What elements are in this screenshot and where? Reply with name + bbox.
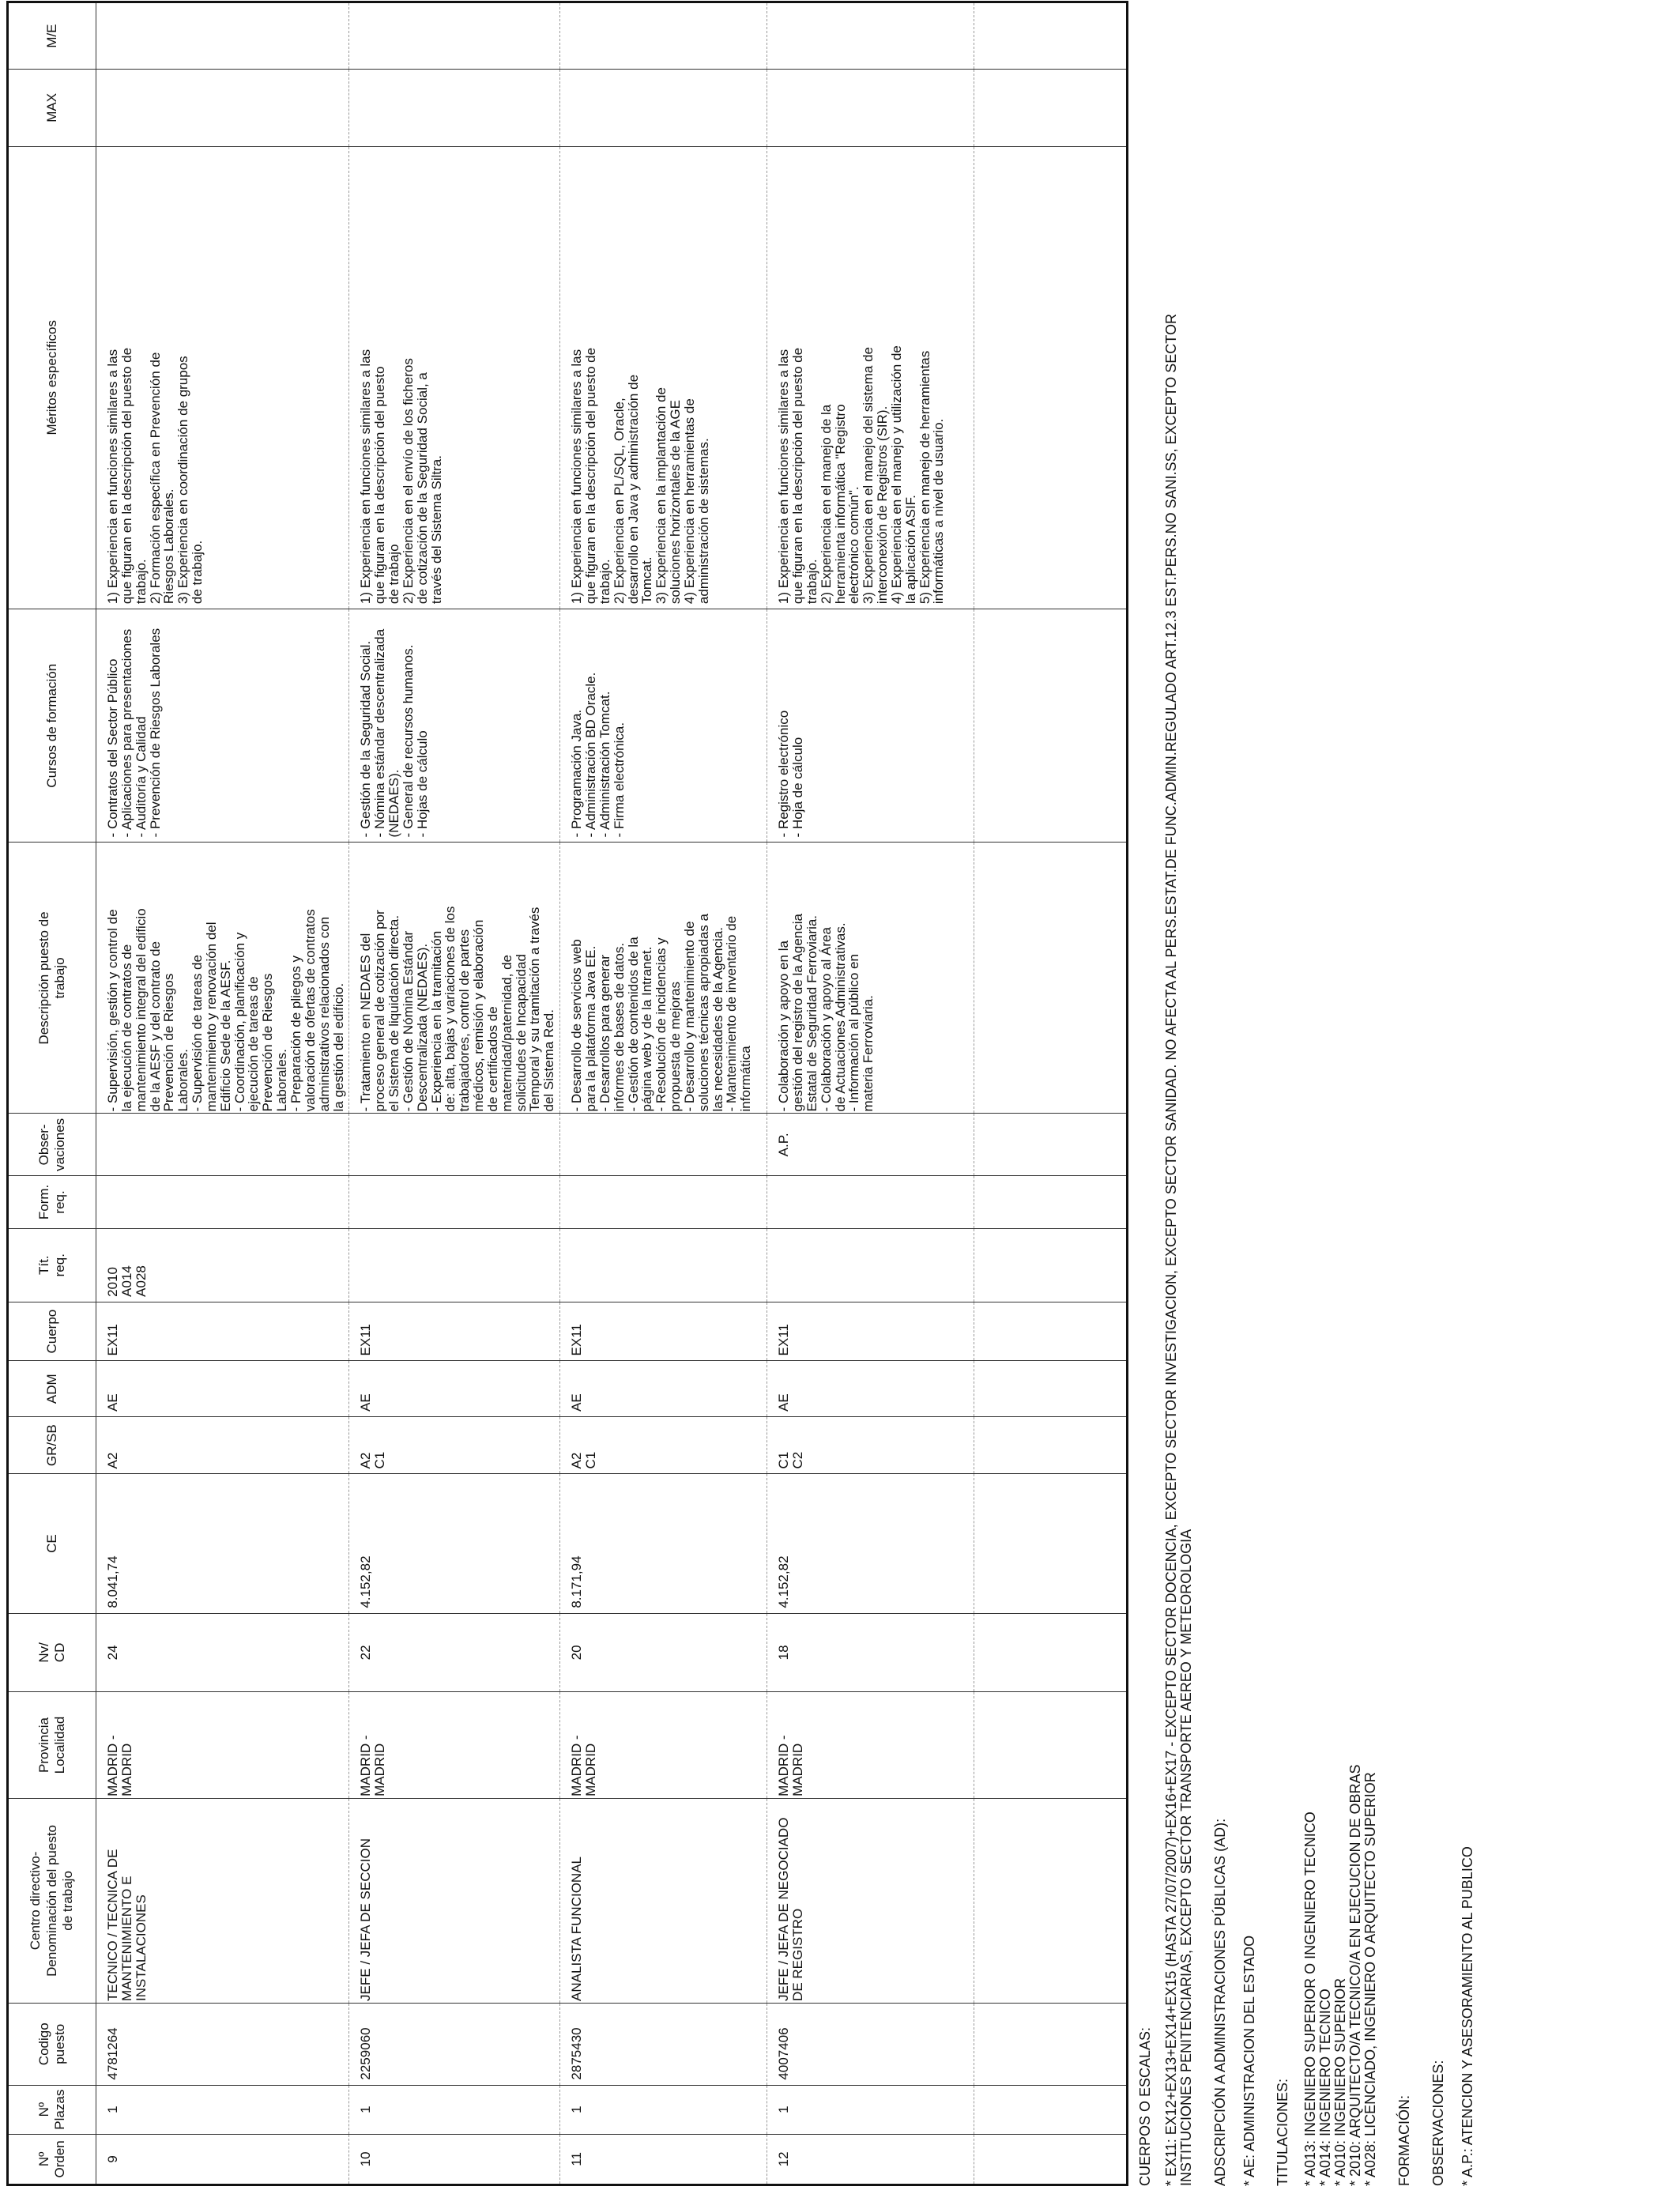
observaciones-title: OBSERVACIONES:	[1430, 2060, 1446, 2186]
cell-form	[560, 1176, 767, 1228]
cell-desc: - Tratamiento en NEDAES del proceso general de cotización por el Sistema de liquidación directa. - Gestión de Nómina Estándar Descentralizada (NEDAES). - Experiencia en la tramitación de: alta, bajas y variaciones de los trabajadores, control de partes médicos, remisión y elaboración de certificados de maternidad/paternidad, de solicitudes de Incapacidad Temporal y su tramitación a través del Sistema Red.	[349, 843, 560, 1114]
cuerpos-title: CUERPOS O ESCALAS:	[1137, 2026, 1153, 2186]
cell-cuerpo: EX11	[96, 1302, 349, 1361]
cell-meritos: 1) Experiencia en funciones similares a las que figuran en la descripción del puesto de trabajo. 2) Experiencia en el manejo de la herramienta informática "Registro electrónico común". 3) Experiencia en el manejo del sistema de interconexión de Registros (SIR). 4) Experiencia en el manejo y utilización de la aplicación ASIF. 5) Experiencia en manejo de herramientas informáticas a nivel de usuario.	[767, 146, 974, 609]
cell-plazas: 1	[96, 2085, 349, 2134]
cell-desc: - Supervisión, gestión y control de la ejecución de contratos de mantenimiento integral del edificio de la AESF y del contrato de Prevención de Riesgos Laborales. - Supervisión de tareas de mantenimiento y renovación del Edificio Sede de la AESF. - Coordinación, planificación y ejecución de tareas de Prevención de Riesgos Laborales. - Preparación de pliegos y valoración de ofertas de contratos administrativos relacionados con la gestión del edificio.	[96, 843, 349, 1114]
cuerpos-text: * EX11: EX12+EX13+EX14+EX15 (HASTA 27/07/2007)+EX16+EX17 - EXCEPTO SECTOR DOCENCIA, EXCEPTO SECTOR INVESTIGACION, EXCEPTO SECTOR SANIDAD. NO AFECTA AL PERS.ESTAT.DE FUNC.ADMIN.REGULADO ART.12.3 EST.PERS.NO SANI.SS, EXCEPTO SECTOR INSTITUCIONES PENITENCIARIAS, EXCEPTO SECTOR TRANSPORTE AEREO Y METEOROLOGIA	[1162, 314, 1194, 2186]
cell-adm: AE	[560, 1361, 767, 1416]
header-desc: Descripción puesto de trabajo	[8, 843, 96, 1114]
observaciones-block	[1431, 52, 1475, 2186]
cuerpos-block	[1138, 52, 1194, 2186]
header-meritos: Méritos específicos	[8, 146, 96, 609]
formacion-block	[1397, 52, 1412, 2186]
cell-tit: 2010 A014 A028	[96, 1228, 349, 1302]
cell-ce: 4.152,82	[349, 1474, 560, 1613]
cell-me	[96, 2, 349, 70]
cell-cuerpo: EX11	[560, 1302, 767, 1361]
cell-obs	[560, 1114, 767, 1176]
cell-orden: 9	[96, 2134, 349, 2185]
cell-codigo: 4007406	[767, 2003, 974, 2085]
titulaciones-text: * A013: INGENIERO SUPERIOR O INGENIERO TECNICO * A014: INGENIERO TECNICO * A010: INGENIERO SUPERIOR * 2010: ARQUITECTO/A TECNICO/A EN EJECUCION DE OBRAS * A028: LICENCIADO, INGENIERO O ARQUITECTO SUPERIOR	[1302, 1764, 1378, 2186]
titulaciones-block	[1275, 52, 1377, 2186]
adscripcion-block	[1213, 52, 1257, 2186]
cell-nivel: 24	[96, 1613, 349, 1691]
cell-plazas: 1	[349, 2085, 560, 2134]
empty-row	[974, 2, 1128, 2185]
cell-adm: AE	[349, 1361, 560, 1416]
header-nivel: Nv/ CD	[8, 1613, 96, 1691]
cell-me	[349, 2, 560, 70]
cell-cursos: - Gestión de la Seguridad Social. - Nómina estándar descentralizada (NEDAES). - General de recursos humanos. - Hojas de cálculo	[349, 609, 560, 843]
cell-provincia: MADRID - MADRID	[349, 1692, 560, 1799]
cell-form	[767, 1176, 974, 1228]
cell-provincia: MADRID - MADRID	[96, 1692, 349, 1799]
cell-me	[767, 2, 974, 70]
cell-cuerpo: EX11	[349, 1302, 560, 1361]
cell-adm: AE	[96, 1361, 349, 1416]
cell-cursos: - Contratos del Sector Público - Aplicaciones para presentaciones - Auditoría y Calidad - Prevención de Riesgos Laborales	[96, 609, 349, 843]
cell-meritos: 1) Experiencia en funciones similares a las que figuran en la descripción del puesto de trabajo. 2) Formación específica en Prevención de Riesgos Laborales. 3) Experiencia en coordinación de grupos de trabajo.	[96, 146, 349, 609]
cell-max	[349, 70, 560, 146]
cell-provincia: MADRID - MADRID	[560, 1692, 767, 1799]
header-form: Form. req.	[8, 1176, 96, 1228]
cell-desc: - Colaboración y apoyo en la gestión del registro de la Agencia Estatal de Seguridad Ferroviaria. - Colaboración y apoyo al Área de Actuaciones Administrativas. - Información al público en materia Ferroviaria.	[767, 843, 974, 1114]
header-grsb: GR/SB	[8, 1416, 96, 1474]
cell-ce: 4.152,82	[767, 1474, 974, 1613]
cell-obs: A.P.	[767, 1114, 974, 1176]
header-plazas: Nº Plazas	[8, 2085, 96, 2134]
cell-orden: 11	[560, 2134, 767, 2185]
footnotes	[1138, 52, 1494, 2186]
cell-codigo: 4781264	[96, 2003, 349, 2085]
header-adm: ADM	[8, 1361, 96, 1416]
cell-obs	[96, 1114, 349, 1176]
cell-codigo: 2875430	[560, 2003, 767, 2085]
cell-nivel: 18	[767, 1613, 974, 1691]
header-tit: Tít. req.	[8, 1228, 96, 1302]
header-obs: Obser- vaciones	[8, 1114, 96, 1176]
cell-max	[560, 70, 767, 146]
cell-cuerpo: EX11	[767, 1302, 974, 1361]
cell-tit	[560, 1228, 767, 1302]
cell-provincia: MADRID - MADRID	[767, 1692, 974, 1799]
cell-tit	[349, 1228, 560, 1302]
cell-adm: AE	[767, 1361, 974, 1416]
cell-form	[349, 1176, 560, 1228]
cell-grsb: C1 C2	[767, 1416, 974, 1474]
cell-centro: ANALISTA FUNCIONAL	[560, 1798, 767, 2003]
cell-meritos: 1) Experiencia en funciones similares a las que figuran en la descripción del puesto de trabajo. 2) Experiencia en PL/SQL, Oracle, desarrollo en Java y administración de Tomcat. 3) Experiencia en la implantación de soluciones horizontales de la AGE 4) Experiencia en herramientas de administración de sistemas.	[560, 146, 767, 609]
cell-orden: 12	[767, 2134, 974, 2185]
cell-centro: TECNICO / TECNICA DE MANTENIMIENTO E INSTALACIONES	[96, 1798, 349, 2003]
cell-meritos: 1) Experiencia en funciones similares a las que figuran en la descripción del puesto de trabajo 2) Experiencia en el envío de los ficheros de cotización de la Seguridad Social, a través del Sistema Siltra.	[349, 146, 560, 609]
header-centro: Centro directivo- Denominación del puesto de trabajo	[8, 1798, 96, 2003]
table-row	[560, 2, 767, 2185]
table-row	[767, 2, 974, 2185]
formacion-title: FORMACIÓN:	[1396, 2095, 1412, 2186]
cell-desc: - Desarrollo de servicios web para la plataforma Java EE. - Desarrollos para generar informes de bases de datos. - Gestión de contenidos de la página web y de la Intranet. - Resolución de incidencias y propuesta de mejoras - Desarrollo y mantenimiento de soluciones técnicas apropiadas a las necesidades de la Agencia. - Mantenimiento de inventario de informática	[560, 843, 767, 1114]
cell-plazas: 1	[767, 2085, 974, 2134]
table-row	[96, 2, 349, 2185]
cell-max	[767, 70, 974, 146]
cell-cursos: - Programación Java. - Administración BD Oracle. - Administración Tomcat. - Firma electrónica.	[560, 609, 767, 843]
cell-form	[96, 1176, 349, 1228]
header-row	[8, 2, 96, 2185]
cell-max	[96, 70, 349, 146]
header-ce: CE	[8, 1474, 96, 1613]
cell-ce: 8.041,74	[96, 1474, 349, 1613]
cell-cursos: - Registro electrónico - Hoja de cálculo	[767, 609, 974, 843]
header-me: M/E	[8, 2, 96, 70]
cell-centro: JEFE / JEFA DE NEGOCIADO DE REGISTRO	[767, 1798, 974, 2003]
cell-codigo: 2259060	[349, 2003, 560, 2085]
adscripcion-text: * AE: ADMINISTRACION DEL ESTADO	[1241, 1935, 1257, 2186]
cell-grsb: A2 C1	[349, 1416, 560, 1474]
cell-orden: 10	[349, 2134, 560, 2185]
header-orden: Nº Orden	[8, 2134, 96, 2185]
header-cursos: Cursos de formación	[8, 609, 96, 843]
observaciones-text: * A.P.: ATENCION Y ASESORAMIENTO AL PUBLICO	[1459, 1846, 1475, 2186]
titulaciones-title: TITULACIONES:	[1275, 2078, 1291, 2186]
cell-grsb: A2	[96, 1416, 349, 1474]
cell-plazas: 1	[560, 2085, 767, 2134]
cell-tit	[767, 1228, 974, 1302]
header-cuerpo: Cuerpo	[8, 1302, 96, 1361]
header-codigo: Codigo puesto	[8, 2003, 96, 2085]
cell-me	[560, 2, 767, 70]
cell-obs	[349, 1114, 560, 1176]
cell-ce: 8.171,94	[560, 1474, 767, 1613]
cell-nivel: 20	[560, 1613, 767, 1691]
job-positions-table	[6, 1, 1128, 2186]
cell-nivel: 22	[349, 1613, 560, 1691]
table-row	[349, 2, 560, 2185]
header-provincia: Provincia Localidad	[8, 1692, 96, 1799]
adscripcion-title: ADSCRIPCIÓN A ADMINISTRACIONES PÚBLICAS (AD):	[1211, 1818, 1228, 2186]
cell-grsb: A2 C1	[560, 1416, 767, 1474]
cell-centro: JEFE / JEFA DE SECCION	[349, 1798, 560, 2003]
header-max: MAX	[8, 70, 96, 146]
